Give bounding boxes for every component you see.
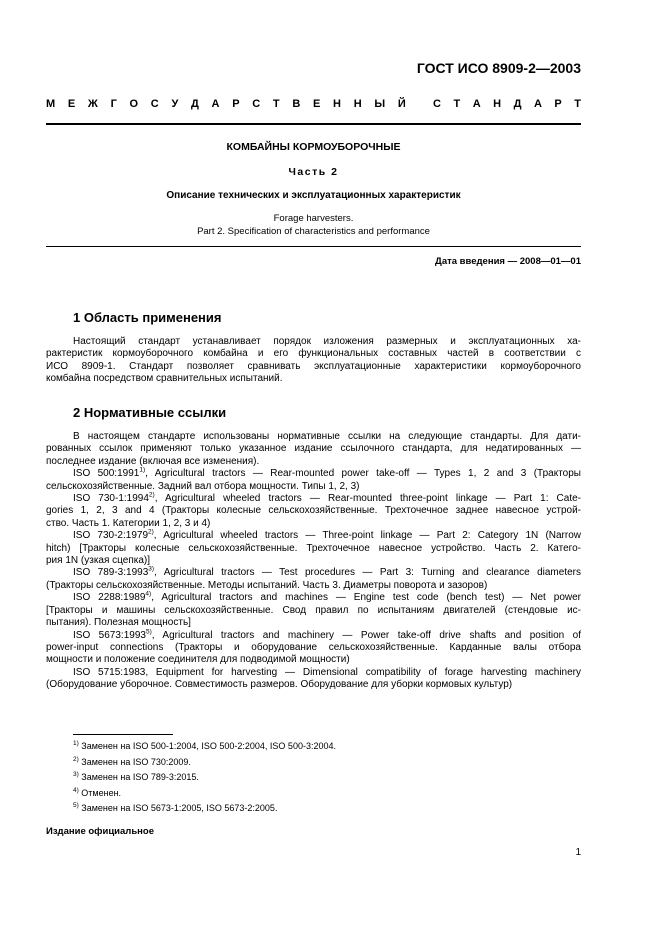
reference-entry <box>46 592 581 604</box>
section-heading-scope: 1 Область применения <box>73 310 222 325</box>
interstate_word2-letter: С <box>433 98 441 110</box>
interstate_word1-letter: Н <box>353 98 362 110</box>
footnote-text: Заменен на ISO 5673-1:2005, ISO 5673-2:2005. <box>78 803 278 813</box>
interstate-standard-heading <box>46 98 581 110</box>
footnote-marker: 1) <box>73 740 79 747</box>
interstate_word1-letter: О <box>129 98 139 110</box>
footnote-marker: 3) <box>148 566 155 574</box>
references-paragraph <box>46 431 581 692</box>
reference-code: ISO 5673:1993 <box>73 629 146 641</box>
interstate_word1-letter: Н <box>333 98 341 110</box>
footnote <box>73 772 336 788</box>
reference-code: ISO 5715:1983 <box>73 666 146 678</box>
reference-entry <box>46 493 581 505</box>
english-title-line2: Part 2. Specification of characteristics and performance <box>197 226 430 237</box>
english-title-line1: Forage harvesters. <box>273 213 354 224</box>
text-line: комбайна посредством сравнительных испытаний. <box>46 373 283 385</box>
interstate_word1-letter: Й <box>397 98 406 110</box>
text-line: мощности и положение соединителя для подводимой мощности) <box>46 654 350 666</box>
footnote-marker: 5) <box>73 802 79 809</box>
text-line: В настоящем стандарте использованы нормативные ссылки на следующие стандарты. Для дати- <box>73 431 581 442</box>
footnote-marker: 4) <box>73 786 79 794</box>
reference-code: ISO 500:1991 <box>73 468 140 480</box>
scope-paragraph <box>46 336 581 386</box>
section-heading-references: 2 Нормативные ссылки <box>73 405 227 420</box>
reference-entry <box>46 667 581 679</box>
reference-code: ISO 2288:1989 <box>73 592 146 604</box>
footnote-rule <box>73 734 173 735</box>
document-subtitle: Описание технических и эксплуатационных характеристик <box>166 190 461 201</box>
edition-label: Издание официальное <box>46 826 154 837</box>
footnote-marker: 1) <box>139 466 146 474</box>
text-line: [Тракторы и машины сельскохозяйственные. Свод правил по испытаниям двигателей (стендовые ис- <box>46 604 581 616</box>
reference-code: ISO 730-2:1979 <box>73 530 149 542</box>
document-title: КОМБАЙНЫ КОРМОУБОРОЧНЫЕ <box>226 141 401 153</box>
footnote <box>73 803 336 819</box>
header-rule <box>46 123 581 125</box>
interstate_word1-letter: М <box>46 98 56 110</box>
reference-entry <box>46 530 581 542</box>
footnote-text: Заменен на ISO 500-1:2004, ISO 500-2:2004, ISO 500-3:2004. <box>78 741 336 751</box>
standard-word <box>433 98 581 110</box>
footnote-text: Отменен. <box>78 787 122 798</box>
reference-entry <box>46 630 581 642</box>
text-line: рия 1N (узкая сцепка)] <box>46 555 151 567</box>
text-line: (Тракторы сельскохозяйственные. Методы испытаний. Часть 3. Диаметры поворота и зазоров) <box>46 579 488 591</box>
text-line: последнее издание (включая все изменения). <box>46 455 260 467</box>
text-line: рактеристик кормоуборочного комбайна и его функциональных составных частей в соответствии с <box>46 348 581 360</box>
footnotes <box>73 741 336 819</box>
footnote-marker: 2) <box>73 755 79 763</box>
text-line: ство. Часть 1. Категории 1, 2, 3 и 4) <box>46 517 211 529</box>
footnote-marker: 2) <box>148 528 154 536</box>
text-line: пытания). Полезная мощность] <box>46 617 191 629</box>
title-rule <box>46 246 581 247</box>
text-line: power-input connections (Тракторы и оборудование сельскохозяйственные. Карданные валы отбора <box>46 641 581 653</box>
footnote-marker: 3) <box>73 771 79 778</box>
footnote-text: Заменен на ISO 789-3:2015. <box>78 772 199 782</box>
text-line: gories 1, 2, 3 and 4 (Тракторы колесные сельскохозяйственные. Трехточечное заднее навесное устрой- <box>46 505 581 517</box>
interstate_word2-letter: А <box>472 98 481 110</box>
text-line: сельскохозяйственные. Задний вал отбора мощности. Типы 1, 2, 3) <box>46 480 360 492</box>
interstate_word1-letter: У <box>171 98 179 110</box>
text-line: Настоящий стандарт устанавливает порядок изложения размерных и эксплуатационных ха- <box>73 336 581 347</box>
interstate_word2-letter: Т <box>453 98 461 110</box>
interstate_word2-letter: Т <box>574 98 581 110</box>
reference-code: ISO 730-1:1994 <box>73 493 149 505</box>
interstate_word1-letter: Р <box>232 98 240 110</box>
footnote <box>73 788 336 804</box>
interstate_word2-letter: Р <box>554 98 562 110</box>
interstate-word <box>46 98 406 110</box>
interstate_word1-letter: Т <box>272 98 280 110</box>
reference-title: , Equipment for harvesting — Dimensional compatibility of forage harvesting machinery <box>145 666 581 678</box>
interstate_word2-letter: Н <box>493 98 502 110</box>
footnote-marker: 5) <box>145 628 152 636</box>
interstate_word1-letter: Д <box>191 98 199 110</box>
reference-title: , Agricultural tractors — Rear-mounted power take-off — Types 1, 2 and 3 (Тракторы <box>145 468 581 480</box>
reference-title: , Agricultural wheeled tractors — Three-point linkage — Part 2: Category 1N (Narrow <box>153 530 582 542</box>
introduction-date: Дата введения — 2008—01—01 <box>435 256 581 267</box>
footnote-marker: 4) <box>145 590 152 598</box>
reference-title: , Agricultural tractors — Test procedures — Part 3: Turning and clearance diameters <box>154 567 581 579</box>
reference-code: ISO 789-3:1993 <box>73 567 149 579</box>
interstate_word1-letter: В <box>292 98 301 110</box>
reference-title: , Agricultural wheeled tractors — Rear-mounted three-point linkage — Part 1: Cate- <box>154 493 582 505</box>
interstate_word1-letter: Е <box>67 98 76 110</box>
interstate_word1-letter: С <box>150 98 159 110</box>
reference-title: , Agricultural tractors and machines — Engine test code (bench test) — Net power <box>151 592 581 604</box>
part-label: Часть 2 <box>288 166 339 178</box>
page-number: 1 <box>575 847 581 858</box>
text-line: рованных ссылок применяют только указанное издание ссылочного стандарта, для недатированных — <box>46 443 581 455</box>
interstate_word2-letter: А <box>533 98 542 110</box>
interstate_word1-letter: Ы <box>374 98 386 110</box>
interstate_word1-letter: С <box>252 98 261 110</box>
text-line: ИСО 8909-1. Стандарт позволяет сравнивать эксплуатационные характеристики кормоуборочного <box>46 360 581 372</box>
reference-entry <box>46 567 581 579</box>
text-line: (Оборудование уборочное. Совместимость размеров. Оборудование для уборки кормовых культур) <box>46 679 513 691</box>
footnote <box>73 757 336 773</box>
interstate_word1-letter: Ж <box>87 98 98 110</box>
footnote-text: Заменен на ISO 730:2009. <box>78 756 191 767</box>
interstate_word1-letter: Е <box>313 98 321 110</box>
standard-id: ГОСТ ИСО 8909-2—2003 <box>416 60 581 76</box>
reference-entry <box>46 468 581 480</box>
interstate_word1-letter: Г <box>110 98 117 110</box>
reference-title: , Agricultural tractors and machinery — Power take-off drive shafts and position of <box>151 629 581 641</box>
interstate_word2-letter: Д <box>513 98 522 110</box>
text-line: hitch) [Тракторы колесные сельскохозяйственные. Трехточечное навесное устройство. Часть 2. Катего- <box>46 542 581 554</box>
interstate_word1-letter: А <box>211 98 220 110</box>
footnote-marker: 2) <box>148 491 155 499</box>
footnote <box>73 741 336 757</box>
